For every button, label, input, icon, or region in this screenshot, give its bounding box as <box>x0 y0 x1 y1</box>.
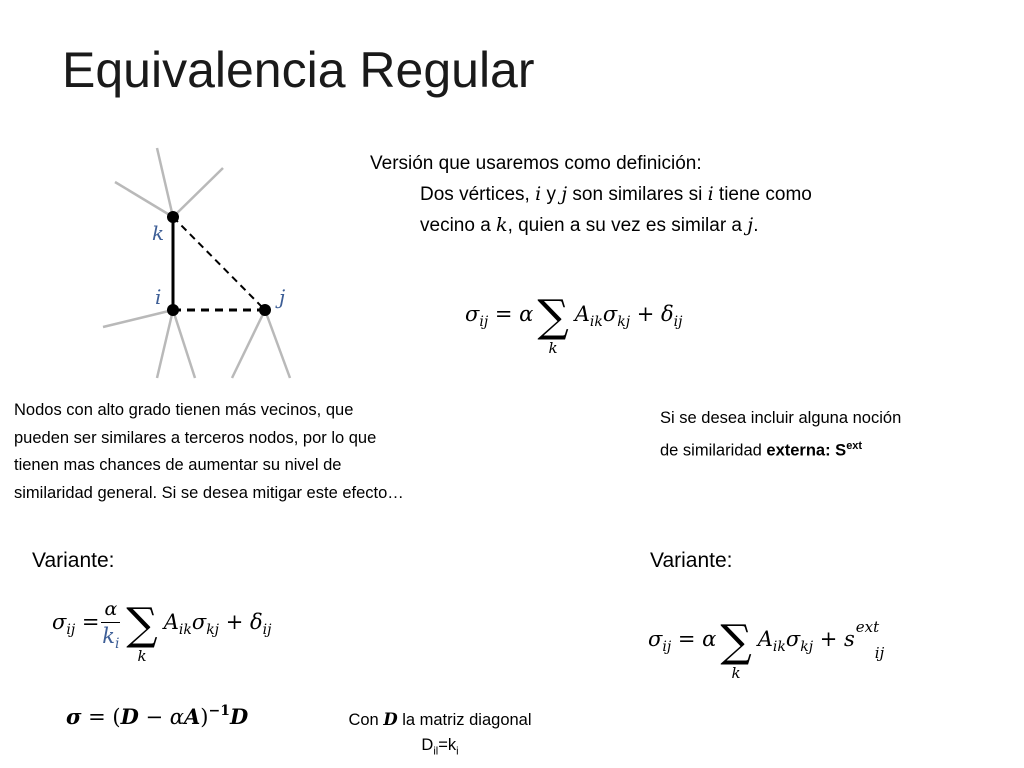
definition-heading: Versión que usaremos como definición: <box>370 153 702 174</box>
definition-line-2: vecino a k, quien a su vez es similar a j. <box>420 214 759 236</box>
node-k-label: k <box>152 221 165 245</box>
formula-matrix: $\sigma = (D - \alpha A)^{-1}D$ <box>66 703 249 729</box>
node-k <box>167 211 179 223</box>
diagonal-note <box>305 707 575 764</box>
variant-label-right: Variante: <box>650 549 733 572</box>
node-j-label: j <box>279 285 286 309</box>
slide-title: Equivalencia Regular <box>62 42 535 98</box>
external-note: Si se desea incluir alguna noción de similaridad externa: $S^{ext}$ <box>660 409 902 459</box>
similarity-edge-k-j <box>173 217 265 310</box>
formula-main: $\sigma_{ij} = \alpha\sum$ k $A_{ik}\sigma_{kj} + \delta_{ij}$ <box>465 291 683 357</box>
diagonal-note-line-2: $D_{il}=k_i$ <box>421 736 459 758</box>
node-i-label: i <box>155 285 162 309</box>
formula-variant-1: $\sigma_{ij}$ = $\frac{\alpha}{k_i}$ ∑ k $A_{ik}\sigma_{kj} + \delta_{ij}$ <box>52 598 272 665</box>
neighbor-edges <box>103 148 290 378</box>
definition-line-1: Dos vértices, i y j son similares si i tiene como <box>420 183 812 205</box>
node-j <box>259 304 271 316</box>
graph-diagram <box>95 140 325 385</box>
formula-variant-2: $\sigma_{ij} = \alpha\sum$ k $A_{ik}\sigma_{kj} + s$ ext ij <box>648 616 885 682</box>
diagonal-note-line-1: Con D la matriz diagonal <box>348 710 532 729</box>
degree-note: Nodos con alto grado tienen más vecinos, que pueden ser similares a terceros nodos, por lo que tienen mas chances de aumentar su nivel de similaridad general. Si se desea mitigar este efecto… <box>14 401 404 502</box>
variant-label-left: Variante: <box>32 549 115 572</box>
node-i <box>167 304 179 316</box>
definition-block <box>370 148 812 241</box>
